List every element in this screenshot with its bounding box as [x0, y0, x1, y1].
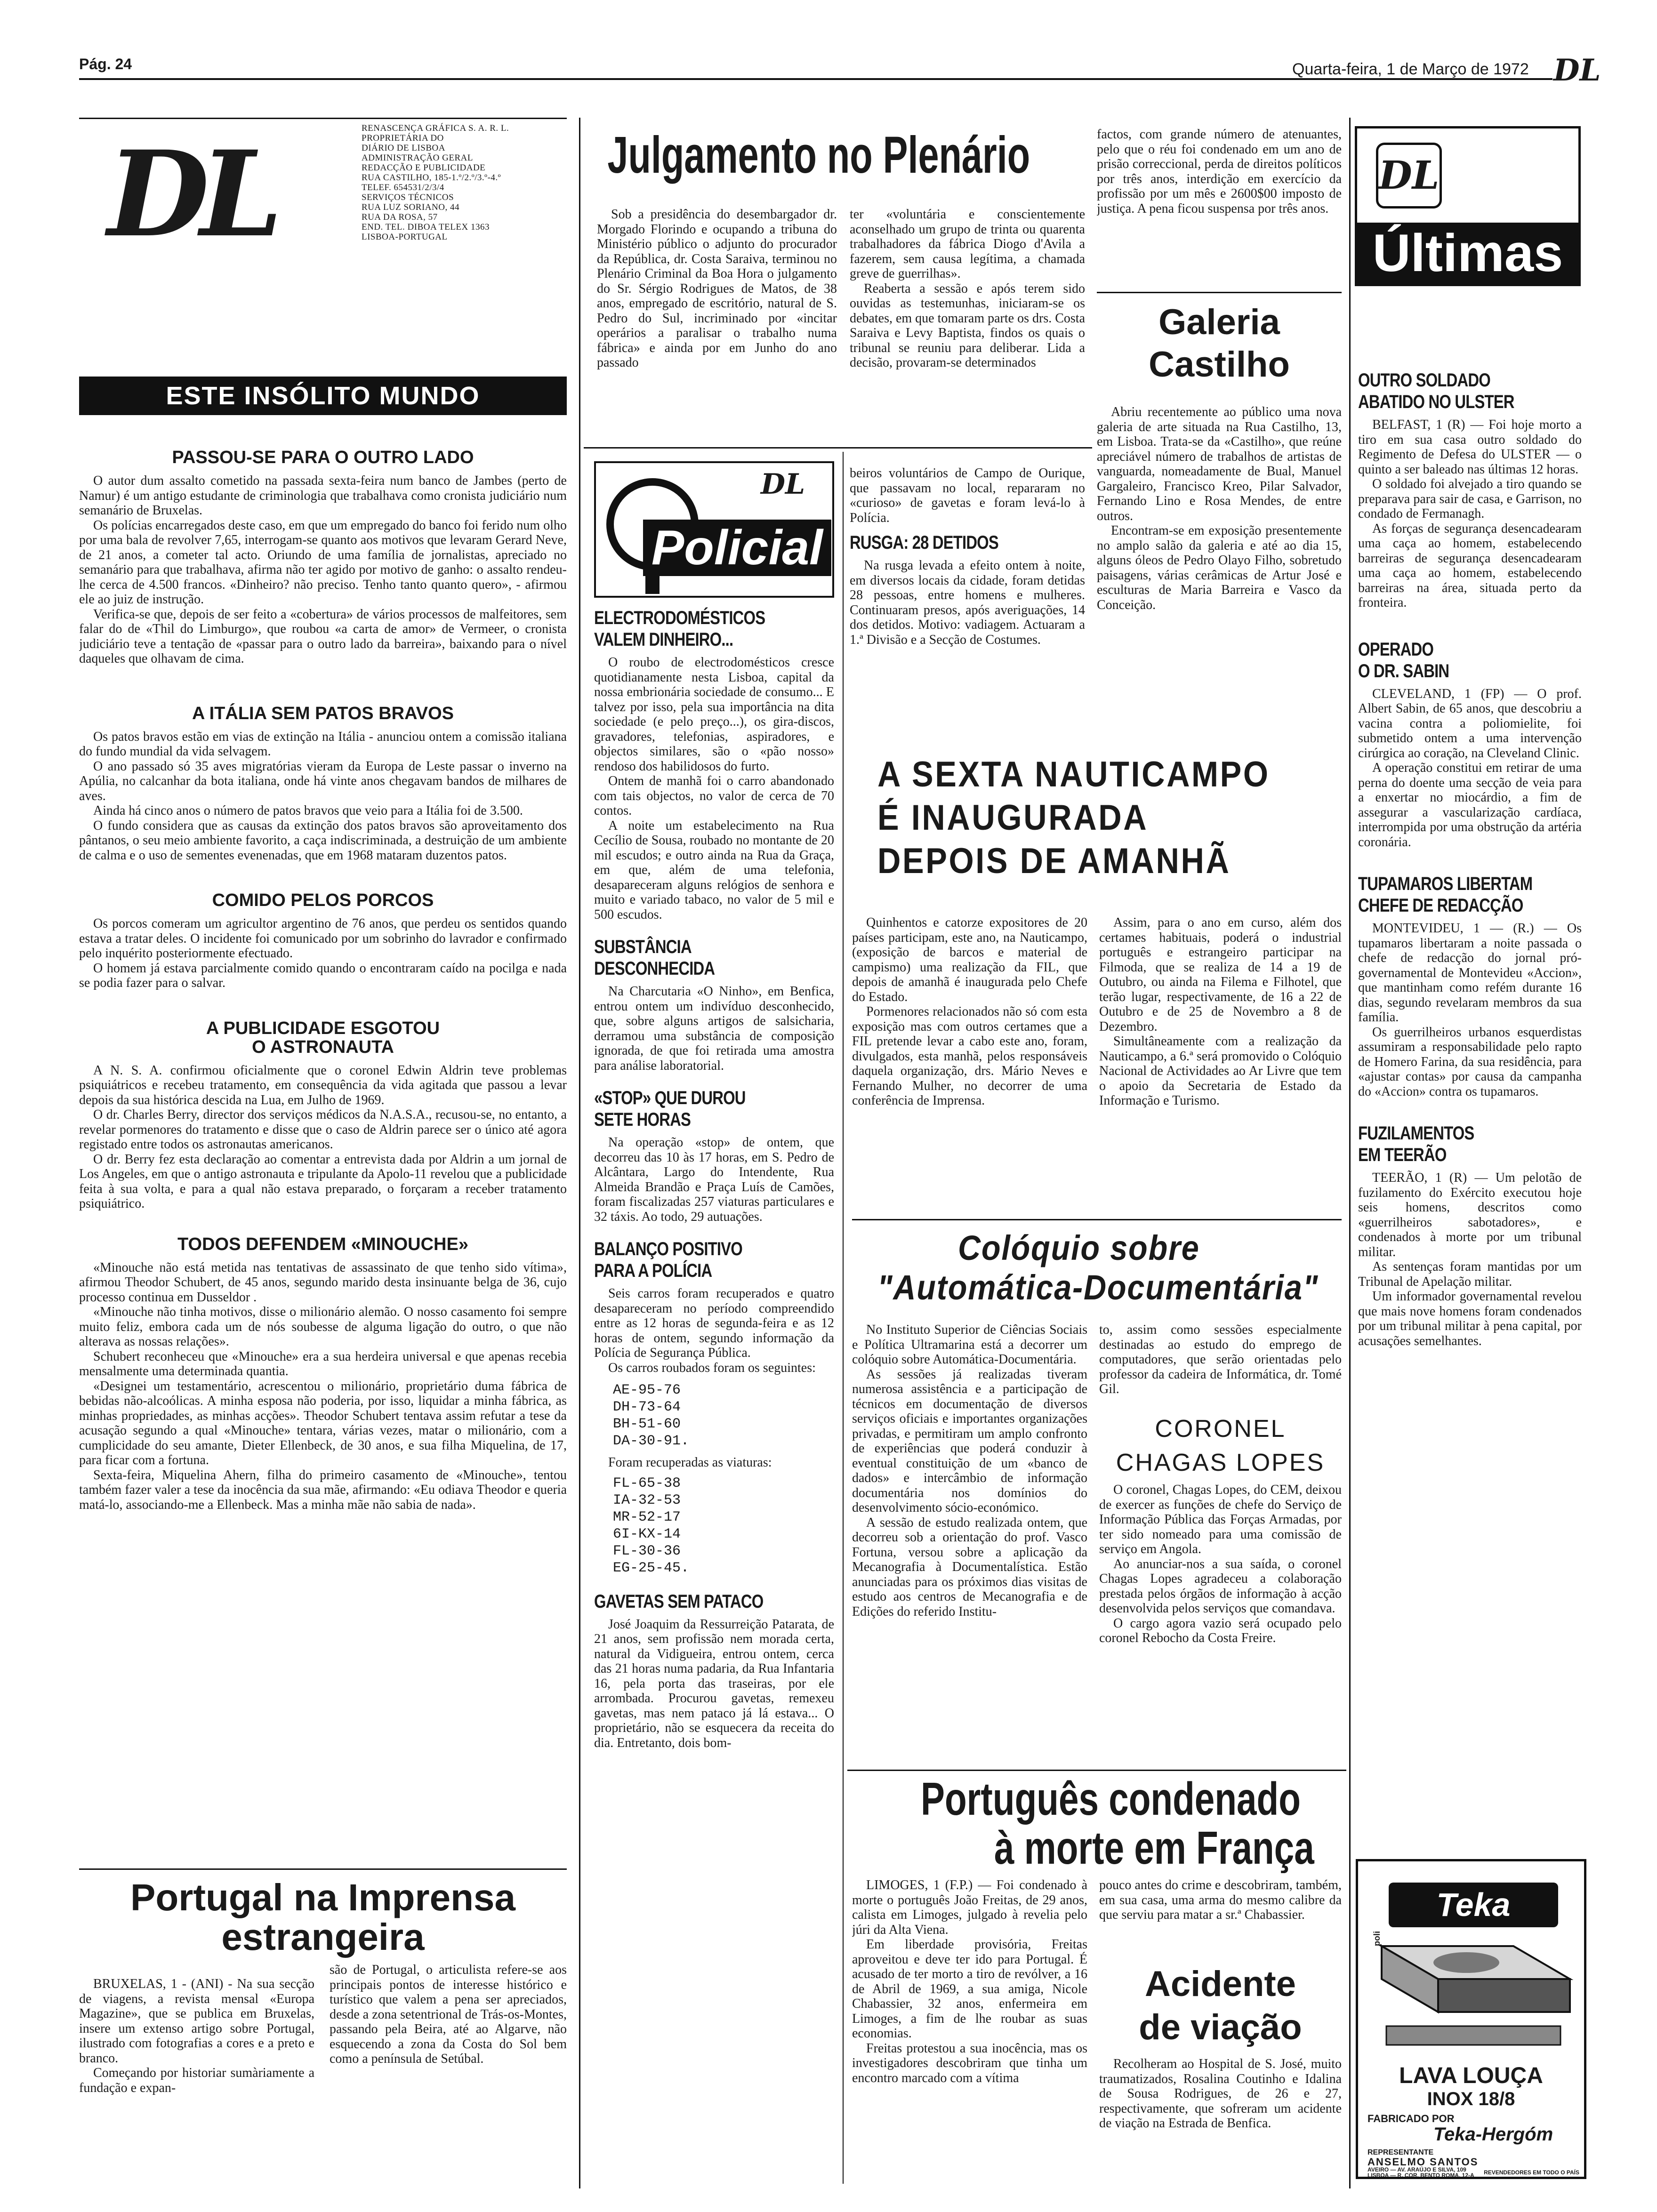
paragraph: Na operação «stop» de ontem, que decorreu das 10 às 17 horas, em S. Pedro de Alcântara, Largo do Intendente, Rua Almeida Brandão e Praça Luís de Camões, foram fiscalizadas 257 viaturas particulares e 32 táxis. Ao todo, 29 autuações.: [594, 1135, 834, 1224]
ultimas-s1-title: [1358, 369, 1582, 413]
imprensa-title-line2: estrangeira: [221, 1916, 425, 1958]
masthead-line: TELEF. 654531/2/3/4: [362, 183, 444, 192]
masthead-line: REDACÇÃO E PUBLICIDADE: [362, 163, 486, 173]
paragraph: Na Charcutaria «O Ninho», em Benfica, entrou ontem um indivíduo desconhecido, que, sobre alguns artigos de salsicharia, derramou uma substância de composição ignorada, de que foi retirada uma amostra para análise laboratorial.: [594, 984, 834, 1073]
paragraph: ter «voluntária e conscientemente aconselhado um grupo de trinta ou quarenta trabalhadores da fábrica Diogo d'Avila a fazerem, sem causa legítima, a chamada greve de guerrilhas».: [850, 207, 1085, 281]
insolito-s4-title-line1: A PUBLICIDADE ESGOTOU: [206, 1018, 440, 1038]
ultimas-dl-logo: DL: [1378, 153, 1440, 198]
masthead-line: END. TEL. DIBOA TELEX 1363: [362, 222, 490, 232]
insolito-s5-title: TODOS DEFENDEM «MINOUCHE»: [177, 1234, 468, 1254]
nauticampo-col2: [1099, 915, 1342, 1217]
julgamento-title: Julgamento no Plenário: [607, 126, 1030, 184]
ultimas-s2-title-line2: O DR. SABIN: [1358, 660, 1449, 681]
ultimas-column: [1358, 369, 1582, 1475]
nauticampo-bottom-rule: [852, 1219, 1342, 1220]
ultimas-s3-title-line1: TUPAMAROS LIBERTAM: [1358, 874, 1533, 894]
imprensa-title-line1: Portugal na Imprensa: [130, 1876, 515, 1918]
insolito-s1-title: PASSOU-SE PARA O OUTRO LADO: [172, 448, 474, 467]
ultimas-s2-title-line1: OPERADO: [1358, 639, 1434, 660]
ultimas-s1-title-line1: OUTRO SOLDADO: [1358, 370, 1490, 391]
galeria-title-line2: Castilho: [1149, 345, 1290, 385]
nauticampo-title-line3: DEPOIS DE AMANHÃ: [877, 841, 1231, 881]
paragraph: Sexta-feira, Miquelina Ahern, filha do primeiro casamento de «Minouche», tentou também fazer valer a tese da inocência da sua mãe, afirmando: «Eu odiava Theodor e queria matá-lo, associando-me a Ellenbeck. Mas a minha mãe não sabia de nada».: [79, 1467, 567, 1512]
policial-dl-logo: DL: [761, 468, 805, 501]
masthead-line: RUA LUZ SORIANO, 44: [362, 202, 459, 212]
insolito-s3-title: COMIDO PELOS PORCOS: [212, 890, 434, 910]
galeria-body: [1097, 405, 1342, 734]
paragraph: Verifica-se que, depois de ser feito a «cobertura» de vários processos de malfeitores, sem falar do de «Thil do Limburgo», que roubou «a carta de amor» de Vermeer, o cronista judiciário teve a tentação de «passar para o outro lado da barreira», baixando para o nível daqueles que olhavam de cima.: [79, 607, 567, 666]
poli-mark: poli: [1372, 1931, 1382, 1946]
ultimas-s4-title: [1358, 1122, 1582, 1166]
paragraph: MONTEVIDEU, 1 — (R.) — Os tupamaros libertaram a noite passada o chefe de redacção do jornal pró-governamental de Montevideu «Accion», que mantinham como refém durante 16 dias, segundo revelaram membros da sua família.: [1358, 921, 1582, 1025]
portugues-title-line2: à morte em França: [994, 1822, 1314, 1873]
paragraph: Os polícias encarregados deste caso, em que um empregado do banco foi ferido num olho por uma bala de revolver 7,65, interrogam-se quanto aos motivos que levaram Gerard Neve, de 21 anos, a cometer tal acto. Oriundo de uma família de jornalistas, apreciado no semanário para que trabalhava, afirma não ter agido por motivo de ganho: o assalto rendeu-lhe cerca de 4.500 francos. «Dinheiro? não preciso. Tenho tanto quanto quero», - afirmou ele ao juiz de instrução.: [79, 518, 567, 607]
masthead-line: SERVIÇOS TÉCNICOS: [362, 192, 454, 202]
ultimas-dl-badge: [1376, 143, 1442, 208]
policial-s2-title-line2: DESCONHECIDA: [594, 958, 715, 979]
ad-product-line1: LAVA LOUÇA: [1399, 2063, 1543, 2088]
coloquio-title: [852, 1228, 1342, 1313]
plate-recovered: FL-65-38: [613, 1475, 681, 1491]
galeria-top-rule: [1097, 292, 1342, 293]
insolito-s4-title: [79, 1019, 567, 1057]
paragraph: O autor dum assalto cometido na passada sexta-feira num banco de Jambes (perto de Namur) é um antigo estudante de criminologia que trabalhava como cronista judiciário num semanário de Bruxelas.: [79, 473, 567, 518]
paragraph: to, assim como sessões especialmente destinadas ao estudo do emprego de computadores, que serão orientadas pelo professor da cadeira de Informática, dr. Tomé Gil.: [1099, 1322, 1342, 1396]
policial-s3-title-line1: «STOP» QUE DUROU: [594, 1088, 746, 1108]
paragraph: As sessões já realizadas tiveram numerosa assistência e a participação de técnicos em documentação de diversos serviços oficiais e importantes organizações privadas, e permitiram um amplo confronto de experiências que poderá conduzir à eventual constituição de um «banco de dados» e intercâmbio de informação documentária nos domínios do desenvolvimento sócio-económico.: [852, 1367, 1087, 1515]
paragraph: O soldado foi alvejado a tiro quando se preparava para sair de casa, e Garrison, no condado de Fermanagh.: [1358, 477, 1582, 521]
paragraph: José Joaquim da Ressurreição Patarata, de 21 anos, sem profissão nem morada certa, natural da Vidigueira, entrou ontem, cerca das 21 horas numa padaria, da Rua Infantaria 16, pela porta das traseiras, por ele arrombada. Procurou gavetas, remexeu gavetas, mas nem pataco já lá estava... O proprietário, não se esquecera da receita do dia. Entretanto, dois bom-: [594, 1617, 834, 1750]
paragraph: Schubert reconheceu que «Minouche» era a sua herdeira universal e que apenas recebia mensalmente uma determinada quantia.: [79, 1349, 567, 1378]
ad-address-2: LISBOA — R. COR. BENTO ROMA, 12-A: [1367, 2172, 1474, 2179]
paragraph: Assim, para o ano em curso, além dos certames habituais, poderá o industrial português e estrangeiro participar na Filmoda, que se realiza de 14 a 19 de Outubro, ou ainda na Filema e Filhotel, que terão lugar, respectivamente, de 16 a 22 de Outubro e de 25 de Novembro a 8 de Dezembro.: [1099, 915, 1342, 1034]
paragraph: Reaberta a sessão e após terem sido ouvidas as testemunhas, iniciaram-se os debates, em que tomaram parte os drs. Costa Saraiva e Levy Baptista, findos os quais o tribunal se reuniu para deliberar. Lida a decisão, provaram-se determinados: [850, 281, 1085, 370]
masthead-line: PROPRIETÁRIA DO: [362, 133, 444, 143]
coronel-title: [1099, 1412, 1342, 1480]
masthead-rule: [79, 118, 567, 119]
paragraph: Foram recuperadas as viaturas:: [608, 1455, 772, 1470]
paragraph: Abriu recentemente ao público uma nova galeria de arte situada na Rua Castilho, 13, em Lisboa. Trata-se da «Castilho», que reúne apreciável número de trabalhos de artistas de vanguarda, nomeadamente de Bual, Manuel Gargaleiro, Francisco Kreo, Pilar Salvador, Fernando Lino e Rosa Mendes, de entre outros.: [1097, 405, 1342, 523]
nauticampo-col1: [852, 915, 1087, 1217]
coloquio-title-line2: "Automática-Documentária": [877, 1268, 1319, 1307]
ad-footer: REVENDEDORES EM TODO O PAÍS: [1484, 2169, 1579, 2176]
paragraph: Seis carros foram recuperados e quatro desapareceram no período compreendido entre as 12 horas de segunda-feira e as 12 horas de ontem, segundo informação da Polícia de Segurança Pública.: [594, 1286, 834, 1360]
ad-fabricado: FABRICADO POR: [1367, 2113, 1455, 2124]
rusga-column: [850, 466, 1085, 729]
imprensa-col1: [79, 1977, 314, 2174]
imprensa-top-rule: [79, 1868, 567, 1870]
paragraph: Os guerrilheiros urbanos esquerdistas assumiram a responsabilidade pelo rapto de Homero Farina, da sua residência, para «ajustar contas» por causa da campanha do «Accion» contra os tupamaros.: [1358, 1025, 1582, 1099]
paragraph: O ano passado só 35 aves migratórias vieram da Europa de Leste passar o inverno na Apúlia, no calcanhar da bota italiana, onde há vinte anos chegavam bandos de milhares de aves.: [79, 759, 567, 803]
ad-maker: Teka-Hergóm: [1433, 2124, 1553, 2145]
imprensa-col2: [330, 1963, 567, 2174]
paragraph: O dr. Berry fez esta declaração ao comentar a entrevista dada por Aldrin a um jornal de Los Angeles, em que o antigo astronauta e tripulante da Apolo-11 revelou que a publicidade feita à sua volta, e para a qual não estava preparado, o forçaram a receber tratamento psiquiátrico.: [79, 1152, 567, 1211]
ultimas-title-band: [1357, 223, 1578, 284]
ad-representante-name: ANSELMO SANTOS: [1367, 2156, 1479, 2168]
policial-s2-title: [594, 936, 834, 979]
paragraph: Ontem de manhã foi o carro abandonado com tais objectos, no valor de cerca de 70 contos.: [594, 774, 834, 818]
paragraph: Os carros roubados foram os seguintes:: [608, 1360, 816, 1375]
plate-stolen: DA-30-91.: [613, 1433, 690, 1449]
ultimas-title: Últimas: [1372, 224, 1563, 282]
teka-logo-band: [1389, 1883, 1558, 1927]
header-dl-logo: DL: [1553, 53, 1601, 88]
paragraph: No Instituto Superior de Ciências Sociais e Política Ultramarina está a decorrer um colóquio sobre Automática-Documentária.: [852, 1322, 1087, 1367]
acidente-body: [1099, 2057, 1342, 2179]
policial-s1-title-line2: VALEM DINHEIRO...: [594, 629, 733, 650]
paragraph: Encontram-se em exposição presentemente no amplo salão da galeria e até ao dia 15, alguns óleos de Pedro Olayo Filho, sobretudo paisagens, várias cerâmicas de Artur José e esculturas de Maria Barreira e Vasco da Conceição.: [1097, 523, 1342, 612]
masthead-line: LISBOA-PORTUGAL: [362, 232, 448, 242]
paragraph: Simultâneamente com a realização da Nauticampo, a 6.ª será promovido o Colóquio Nacional de Actividades ao Ar Livre que tem o apoio da Secretaria de Estado da Informação e Turismo.: [1099, 1034, 1342, 1108]
coronel-title-line2: CHAGAS LOPES: [1116, 1449, 1325, 1476]
paragraph: CLEVELAND, 1 (FP) — O prof. Albert Sabin, de 65 anos, que descobriu a vacina contra a poliomielite, foi submetido ontem a uma intervenção cirúrgica ao coração, na Cleveland Clinic.: [1358, 686, 1582, 761]
sink-image: [1372, 1931, 1575, 2059]
teka-ad: [1356, 1859, 1586, 2179]
policial-s2-title-line1: SUBSTÂNCIA: [594, 937, 692, 957]
paragraph: Freitas protestou a sua inocência, mas os investigadores descobriram que tinha um encontro marcado com a vítima: [852, 2041, 1087, 2085]
plate-recovered: EG-25-45.: [613, 1560, 690, 1576]
masthead-line: RUA CASTILHO, 185-1.º/2.º/3.º-4.º: [362, 173, 501, 183]
paragraph: Começando por historiar sumàriamente a fundação e expan-: [79, 2066, 314, 2095]
portugues-col2: [1099, 1878, 1342, 1958]
paragraph: factos, com grande número de atenuantes, pelo que o réu foi condenado em um ano de prisão correccional, perda de direitos políticos por três anos, interdição em exercício da profissão por um mês e 2600$00 imposto de justiça. A pena ficou suspensa por três anos.: [1097, 127, 1342, 216]
policial-s4-title-line1: BALANÇO POSITIVO: [594, 1239, 742, 1259]
paragraph: Recolheram ao Hospital de S. José, muito traumatizados, Rosalina Coutinho e Idalina de Sousa Rodrigues, de 26 e 27, respectivamente, que sofreram um acidente de viação na Estrada de Benfica.: [1099, 2057, 1342, 2131]
insolito-banner-title: ESTE INSÓLITO MUNDO: [166, 382, 480, 410]
policial-logo-box: [594, 461, 834, 598]
paragraph: A operação constitui em retirar de uma perna do doente uma secção de veia para a enxertar no miocárdio, a fim de assegurar a vascularização cardíaca, interrompida por uma obstrução da artéria coronária.: [1358, 761, 1582, 850]
paragraph: O fundo considera que as causas da extinção dos patos bravos são aproveitamento dos pântanos, o seu meio ambiente favorito, a caça indiscriminada, a destruição de um ambiente de calma e o uso de sementes evenenadas, que em 1968 mataram duzentos patos.: [79, 818, 567, 863]
paragraph: O dr. Charles Berry, director dos serviços médicos da N.A.S.A., recusou-se, no entanto, a revelar pormenores do tratamento e disse que o caso de Aldrin parece ser o único até agora registado entre todos os astronautas americanos.: [79, 1107, 567, 1152]
plate-recovered: MR-52-17: [613, 1509, 681, 1525]
policial-title-band: [643, 520, 831, 576]
julgamento-bottom-rule: [584, 447, 1092, 449]
paragraph: A N. S. A. confirmou oficialmente que o coronel Edwin Aldrin teve problemas psiquiátricos e recebeu tratamento, em consequência da vida agitada que passou a levar depois da sua histórica descida na Lua, em Julho de 1969.: [79, 1063, 567, 1107]
ad-product-line2: INOX 18/8: [1427, 2089, 1515, 2109]
ultimas-s3-title: [1358, 873, 1582, 916]
plate-stolen: DH-73-64: [613, 1399, 681, 1415]
galeria-title-line1: Galeria: [1158, 302, 1280, 342]
portugues-top-rule: [847, 1770, 1346, 1771]
plate-stolen: BH-51-60: [613, 1416, 681, 1432]
paragraph: Na rusga levada a efeito ontem à noite, em diversos locais da cidade, foram detidas 28 pessoas, entre homens e mulheres. Continuaram presos, após averiguações, 14 dos detidos. Motivo: vadiagem. Actuaram a 1.ª Divisão e a Secção de Costumes.: [850, 558, 1085, 647]
plate-recovered: 6I-KX-14: [613, 1526, 681, 1542]
teka-logo: Teka: [1436, 1886, 1511, 1923]
plate-recovered: FL-30-36: [613, 1543, 681, 1559]
policial-s1-title: [594, 607, 834, 650]
portugues-title: [847, 1774, 1346, 1873]
portugues-title-line1: Português condenado: [921, 1774, 1301, 1825]
paragraph: O cargo agora vazio será ocupado pelo coronel Rebocho da Costa Freire.: [1099, 1616, 1342, 1645]
insolito-banner: [79, 377, 567, 415]
plate-recovered: IA-32-53: [613, 1492, 681, 1508]
julgamento-title-wrap: [584, 125, 1078, 191]
julgamento-col1: [597, 207, 837, 445]
policial-s4-title: [594, 1238, 834, 1282]
policial-title: Policial: [651, 521, 823, 575]
paragraph: TEERÃO, 1 (R) — Um pelotão de fuzilamento do Exército executou hoje seis homens, descritos como «guerrilheiros sabotadores», e condenados à morte por um tribunal militar.: [1358, 1170, 1582, 1259]
page-date: Quarta-feira, 1 de Março de 1972: [1292, 60, 1529, 78]
nauticampo-title: [852, 753, 1342, 894]
header-rule: [79, 78, 1552, 80]
insolito-column: [79, 448, 567, 1771]
paragraph: LIMOGES, 1 (F.P.) — Foi condenado à morte o português João Freitas, de 29 anos, calista em Limoges, julgado à revelia pelo júri da Alta Viena.: [852, 1878, 1087, 1937]
paragraph: O coronel, Chagas Lopes, do CEM, deixou de exercer as funções de chefe do Serviço de Informação Pública das Forças Armadas, por ter sido nomeado para uma comissão de serviço em Angola.: [1099, 1483, 1342, 1556]
sink-icon: [1372, 1941, 1575, 2059]
page-number: Pág. 24: [79, 56, 132, 72]
ultimas-logo-box: [1355, 126, 1581, 286]
column-rule: [579, 118, 580, 2188]
paragraph: O homem já estava parcialmente comido quando o encontraram caído na pocilga e nada se podia fazer para o salvar.: [79, 961, 567, 990]
policial-s3-title: [594, 1087, 834, 1130]
policial-s1-title-line1: ELECTRODOMÉSTICOS: [594, 608, 765, 628]
paragraph: Pormenores relacionados não só com esta exposição mas com outros certames que a FIL pretende levar a cabo este ano, foram, divulgados, esta manhã, pelos responsáveis daquela organização, drs. Mário Neves e Fernando Mulher, no decorrer de uma conferência de Imprensa.: [852, 1004, 1087, 1108]
paragraph: beiros voluntários de Campo de Ourique, que passavam no local, repararam no «curioso» de gavetas e foram levá-lo à Polícia.: [850, 466, 1085, 525]
nauticampo-title-line2: É INAUGURADA: [877, 798, 1149, 838]
paragraph: Ao anunciar-nos a sua saída, o coronel Chagas Lopes agradeceu a colaboração prestada pelos órgãos de informação à acção desenvolvida pelos serviços que comandava.: [1099, 1556, 1342, 1616]
acidente-title-line1: Acidente: [1145, 1964, 1296, 2004]
ultimas-s1-title-line2: ABATIDO NO ULSTER: [1358, 392, 1514, 412]
masthead-dl-logo: DL: [107, 125, 273, 263]
coronel-title-line1: CORONEL: [1155, 1415, 1286, 1443]
policial-s4-title-line2: PARA A POLÍCIA: [594, 1260, 712, 1281]
paragraph: BELFAST, 1 (R) — Foi hoje morto a tiro em sua casa outro soldado do Regimento de Defesa do ULSTER — o quinto a ser baleado nas últimas 12 horas.: [1358, 417, 1582, 477]
paragraph: Os porcos comeram um agricultor argentino de 76 anos, que perdeu os sentidos quando estava a tratar deles. O incidente foi comunicado por um sobrinho do lavrador e confirmado pelo inquérito posteriormente efectuado.: [79, 916, 567, 961]
masthead-info: [362, 123, 559, 242]
julgamento-col2: [850, 207, 1085, 445]
paragraph: Os patos bravos estão em vias de extinção na Itália - anunciou ontem a comissão italiana do fundo mundial da vida selvagem.: [79, 729, 567, 759]
imprensa-title: [79, 1878, 567, 1957]
paragraph: Um informador governamental revelou que mais nove homens foram condenados por um tribunal militar à pena capital, por acusações semelhantes.: [1358, 1289, 1582, 1348]
rusga-title: RUSGA: 28 DETIDOS: [850, 532, 998, 553]
masthead-line: RENASCENÇA GRÁFICA S. A. R. L.: [362, 123, 509, 133]
galeria-title: [1097, 301, 1342, 386]
paragraph: são de Portugal, o articulista refere-se aos principais pontos de interesse histórico e turístico que valem a pena ser apreciados, desde a zona setentrional de Trás-os-Montes, passando pela Beira, até ao Algarve, não esquecendo a zona da Costa do Sol bem como a península de Setúbal.: [330, 1963, 567, 2066]
policial-s3-title-line2: SETE HORAS: [594, 1109, 691, 1130]
paragraph: A noite um estabelecimento na Rua Cecílio de Sousa, roubado no montante de 20 mil escudos; e outro ainda na Rua da Graça, em que, além de uma telefonia, desapareceram alguns relógios de senhora e muito e variado tabaco, no valor de 5 mil e 500 escudos.: [594, 818, 834, 922]
policial-s5-title: GAVETAS SEM PATACO: [594, 1591, 764, 1612]
julgamento-col3: [1097, 127, 1342, 325]
ultimas-s4-title-line1: FUZILAMENTOS: [1358, 1123, 1474, 1144]
paragraph: Quinhentos e catorze expositores de 20 países participam, este ano, na Nauticampo, (exposição de barcos e material de campismo) uma realização da FIL, que depois de amanhã é inaugurada pelo Chefe do Estado.: [852, 915, 1087, 1004]
paragraph: Sob a presidência do desembargador dr. Morgado Florindo e ocupando a tribuna do Ministério público o adjunto do procurador da República, dr. Costa Saraiva, terminou no Plenário Criminal da Boa Hora o julgamento do Sr. Sérgio Rodrigues de Matos, de 38 anos, empregado de escritório, natural de S. Pedro do Sul, incriminado por «incitar operários a paralisar o trabalho numa fábrica» e ainda por em Junho do ano passado: [597, 207, 837, 370]
plate-stolen: AE-95-76: [613, 1382, 681, 1398]
nauticampo-title-line1: A SEXTA NAUTICAMPO: [877, 754, 1270, 794]
paragraph: «Designei um testamentário, acrescentou o milionário, proprietário duma fábrica de bebidas não-alcoólicas. A minha esposa não poderia, por isso, liquidar a minha fábrica, as minhas propriedades, as minhas acções». Theodor Schubert tentava assim refutar a tese da acusação segundo a qual «Minouche» tentara, várias vezes, matar o milionário, com a cumplicidade do seu amante, Dieter Ellenbeck, de 30 anos, e sua filha Miquelina, de 17, para ficar com a fortuna.: [79, 1378, 567, 1467]
masthead-line: DIÁRIO DE LISBOA: [362, 143, 445, 153]
acidente-title-line2: de viação: [1139, 2007, 1302, 2047]
acidente-title: [1099, 1963, 1342, 2049]
insolito-s4-title-line2: O ASTRONAUTA: [252, 1037, 394, 1057]
masthead-line: RUA DA ROSA, 57: [362, 212, 438, 222]
masthead: [79, 123, 567, 274]
policial-column: [594, 607, 834, 1906]
coloquio-title-line1: Colóquio sobre: [958, 1228, 1200, 1267]
column-rule: [843, 452, 844, 2184]
coloquio-col2: [1099, 1322, 1342, 1426]
insolito-s2-title: A ITÁLIA SEM PATOS BRAVOS: [192, 703, 454, 723]
ultimas-s3-title-line2: CHEFE DE REDACÇÃO: [1358, 895, 1523, 916]
ad-representante-label: REPRESENTANTE: [1367, 2148, 1434, 2156]
paragraph: A sessão de estudo realizada ontem, que decorreu sob a orientação do prof. Vasco Fortuna, versou sobre a aplicação da Mecanografia à Documentalística. Estão anunciadas para os próximos dias visitas de estudo aos centros de Mecanografia e de Edições do referido Institu-: [852, 1515, 1087, 1619]
portugues-col1: [852, 1878, 1087, 2179]
ultimas-s2-title: [1358, 639, 1582, 682]
paragraph: Ainda há cinco anos o número de patos bravos que veio para a Itália foi de 3.500.: [93, 803, 523, 818]
paragraph: «Minouche não tinha motivos, disse o milionário alemão. O nosso casamento foi sempre muito feliz, embora cada um de nós soubesse de alguma ligação do outro, o que não alterava as nossas relações».: [79, 1305, 567, 1349]
paragraph: As sentenças foram mantidas por um Tribunal de Apelação militar.: [1358, 1259, 1582, 1289]
paragraph: Em liberdade provisória, Freitas aproveitou e deve ter ido para Portugal. É acusado de ter morto a tiro de revólver, a 16 de Abril de 1969, a sua amiga, Nicole Chabassier, 32 anos, enfermeira em Limoges, a fim de lhe roubar as suas economias.: [852, 1937, 1087, 2041]
paragraph: As forças de segurança desencadearam uma caça ao homem, estabelecendo barreiras de segurança desencadearam uma caça ao homem, estabelecendo barreiras na área, situada perto da fronteira.: [1358, 521, 1582, 610]
paragraph: «Minouche não está metida nas tentativas de assassinato de que tenho sido vítima», afirmou Theodor Schubert, de 45 anos, segundo marido desta insinuante belga de 36, cujo processo continua em Dusseldor .: [79, 1260, 567, 1305]
coronel-body: [1099, 1483, 1342, 1779]
paragraph: BRUXELAS, 1 - (ANI) - Na sua secção de viagens, a revista mensal «Europa Magazine», que se publica em Bruxelas, insere um extenso artigo sobre Portugal, ilustrado com fotografias a cores e a preto e branco.: [79, 1977, 314, 2066]
column-rule: [1349, 118, 1351, 2188]
paragraph: pouco antes do crime e descobriram, também, em sua casa, uma arma do mesmo calibre da que serviu para matar a sr.ª Chabassier.: [1099, 1878, 1342, 1922]
paragraph: O roubo de electrodomésticos cresce quotidianamente nesta Lisboa, capital da nossa embrionária sociedade de consumo... E talvez por isso, pela sua importância na dita sociedade (e pelo preço...), os gira-discos, gravadores, telefonias, aspiradores, e objectos similares, são o «pão nosso» rendoso dos habilidosos do furto.: [594, 655, 834, 774]
ultimas-s4-title-line2: EM TEERÃO: [1358, 1145, 1447, 1165]
masthead-line: ADMINISTRAÇÃO GERAL: [362, 153, 473, 163]
ad-address-1: AVEIRO — AV. ARAÚJO E SILVA, 109: [1367, 2166, 1466, 2173]
